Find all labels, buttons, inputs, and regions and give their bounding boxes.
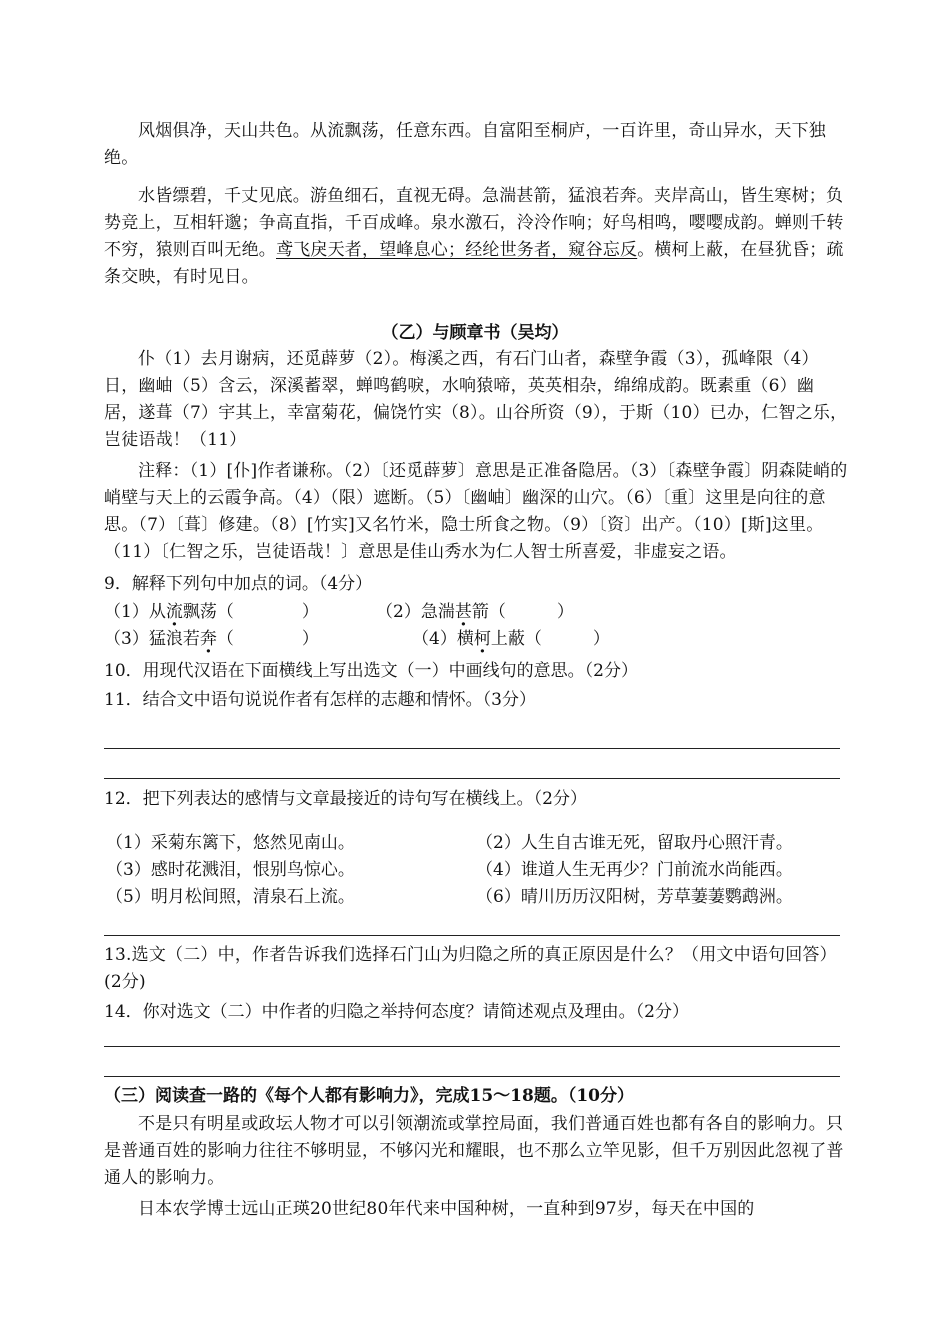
passage2-body: 仆（1）去月谢病，还觅薜萝（2）。梅溪之西，有石门山者，森壁争霞（3），孤峰限（4）日，幽岫（5）含云，深溪蓄翠，蝉鸣鹤唳，水响猿啼，英英相杂，绵绵成韵。既素重（6）幽居，遂葺（7）宇其上，幸富菊花，偏饶竹实（8）。山谷所资（9），于斯（10）已办，仁智之乐，岂徒语哉！（11）	[104, 349, 848, 450]
q12-option: （3）感时花溅泪，恨别鸟惊心。	[106, 860, 355, 880]
q12-option: （5）明月松间照，清泉石上流。	[106, 887, 355, 907]
passage2-title: （乙）与顾章书（吴均）	[381, 323, 569, 343]
q12-option: （6）晴川历历汉阳树，芳草萋萋鹦鹉洲。	[476, 887, 793, 907]
q12-stem: 12．把下列表达的感情与文章最接近的诗句写在横线上。（2分）	[104, 789, 587, 809]
q12-option: （2）人生自古谁无死，留取丹心照汗青。	[476, 833, 793, 853]
underlined-sentence: 鸢飞戾天者，望峰息心；经纶世务者，窥谷忘反	[276, 240, 638, 260]
passage1-para2	[104, 183, 848, 291]
q9-item-2: （2）急湍甚箭（ ）	[376, 602, 574, 622]
section3-para2: 日本农学博士远山正瑛20世纪80年代来中国种树，一直种到97岁，每天在中国的	[138, 1199, 755, 1219]
q14-stem: 14．你对选文（二）中作者的归隐之举持何态度？请简述观点及理由。（2分）	[104, 1002, 689, 1022]
q9-item-1: （1）从流飘荡（ ）	[104, 602, 319, 622]
answer-line[interactable]	[104, 1076, 840, 1077]
answer-line[interactable]	[104, 748, 840, 749]
answer-line[interactable]	[104, 1046, 840, 1047]
q11-stem: 11．结合文中语句说说作者有怎样的志趣和情怀。（3分）	[104, 690, 536, 710]
passage1-para1: 风烟俱净，天山共色。从流飘荡，任意东西。自富阳至桐庐，一百许里，奇山异水，天下独绝。	[104, 121, 826, 168]
q10-stem: 10．用现代汉语在下面横线上写出选文（一）中画线句的意思。（2分）	[104, 661, 638, 681]
passage2-notes: 注释：（1）[仆]作者谦称。（2）〔还觅薜萝〕意思是正准备隐居。（3）〔森壁争霞〕阴森陡峭的峭壁与天上的云霞争高。（4）（限）遮断。（5）〔幽岫〕幽深的山穴。（6）〔重〕这里是向往的意思。（7）〔葺〕修建。（8）[竹实]又名竹米，隐士所食之物。（9）〔资〕出产。（10）[斯]这里。（11）〔仁智之乐，岂徒语哉！〕意思是佳山秀水为仁人智士所喜爱，非虚妄之语。	[104, 461, 848, 562]
answer-line[interactable]	[104, 778, 840, 779]
q12-option: （4）谁道人生无再少？门前流水尚能西。	[476, 860, 793, 880]
q9-stem: 9．解释下列句中加点的词。（4分）	[104, 574, 373, 594]
q13-stem: 13.选文（二）中，作者告诉我们选择石门山为归隐之所的真正原因是什么？（用文中语句回答）(2分)	[104, 945, 837, 992]
passage1-para2-tail: 。横柯上蔽，在昼犹昏；疏条交映，有时见日。	[104, 240, 844, 287]
section3-para1: 不是只有明星或政坛人物才可以引领潮流或掌控局面，我们普通百姓也都有各自的影响力。只是普通百姓的影响力往往不够明显，不够闪光和耀眼，也不那么立竿见影，但千万别因此忽视了普通人的影响力。	[104, 1114, 844, 1188]
q12-option: （1）采菊东篱下，悠然见南山。	[106, 833, 355, 853]
q9-item-3: （3）猛浪若奔（ ）	[104, 629, 319, 649]
q9-item-4: （4）横柯上蔽（ ）	[412, 629, 610, 649]
answer-line[interactable]	[104, 935, 840, 936]
passage1-para2-text: 水皆缥碧，千丈见底。游鱼细石，直视无碍。急湍甚箭，猛浪若奔。夹岸高山，皆生寒树；负势竞上，互相轩邈；争高直指，千百成峰。泉水激石，泠泠作响；好鸟相鸣，嘤嘤成韵。蝉则千转不穷，猿则百叫无绝。	[104, 186, 844, 260]
section3-heading: （三）阅读查一路的《每个人都有影响力》，完成15～18题。（10分）	[104, 1086, 634, 1106]
